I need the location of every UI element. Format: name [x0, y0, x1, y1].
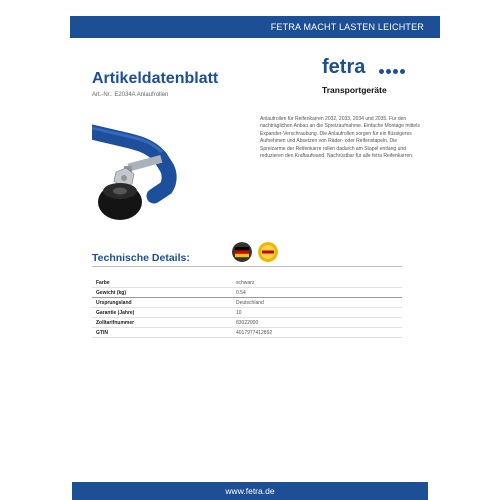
spec-value: 4017977412892: [236, 329, 273, 336]
section-divider: [92, 266, 402, 267]
fetra-logo: [322, 56, 412, 102]
table-row: [92, 298, 402, 308]
spec-value: 10: [236, 309, 242, 316]
spec-label: Ursprungsland: [96, 299, 132, 306]
table-row: [92, 308, 402, 318]
spec-label: Gewicht (kg): [96, 289, 127, 296]
made-in-germany-badge-icon: [232, 242, 252, 262]
table-row: [92, 278, 402, 288]
table-row: [92, 288, 402, 298]
product-photo: [92, 112, 232, 236]
spec-label: GTIN: [96, 329, 108, 336]
product-description: Anlaufrollen für Reifenkarren 2032, 2033, 2034 und 2035. Für den nachträglichen Anbau an die Spreizaufnahme. Einfache Montage mittels Expander-Verschraubung. Die Anlaufrollen sorgen für ein flüssigeres Aufnehmen und Absetzen von Räder- oder Reifenstapeln. Die Spreizarme der Reifenkarre rollen dadurch am Stapel entlang und reduzieren den Kraftaufwand. Nachrüstbar für alle fetra Reifenkarren.: [260, 116, 420, 160]
table-row: [92, 318, 402, 328]
article-number: Art.-Nr.: E2034A Anlaufrollen: [92, 92, 169, 98]
spec-label: Zolltarifnummer: [96, 319, 135, 326]
header-slogan: FETRA MACHT LASTEN LEICHTER: [270, 22, 424, 32]
logo-tagline: Transportgeräte: [322, 85, 387, 95]
page-title: Artikeldatenblatt: [92, 70, 219, 87]
quality-badges: [232, 242, 278, 262]
spec-value: schwarz: [236, 279, 255, 286]
spec-value: Deutschland: [236, 299, 264, 306]
spec-label: Farbe: [96, 279, 110, 286]
logo-dots-icon: [379, 69, 405, 74]
specs-table: [92, 278, 402, 338]
guarantee-badge-icon: [258, 242, 278, 262]
logo-wordmark: fetra: [322, 56, 366, 78]
header-banner: [70, 16, 440, 38]
spec-label: Garantie (Jahre): [96, 309, 135, 316]
spec-value: 83022000: [236, 319, 259, 326]
website-link[interactable]: www.fetra.de: [225, 486, 275, 496]
spec-value: 0.54: [236, 289, 246, 296]
footer-banner: [72, 482, 428, 500]
technical-details-title: Technische Details:: [92, 252, 190, 264]
table-row: [92, 328, 402, 338]
